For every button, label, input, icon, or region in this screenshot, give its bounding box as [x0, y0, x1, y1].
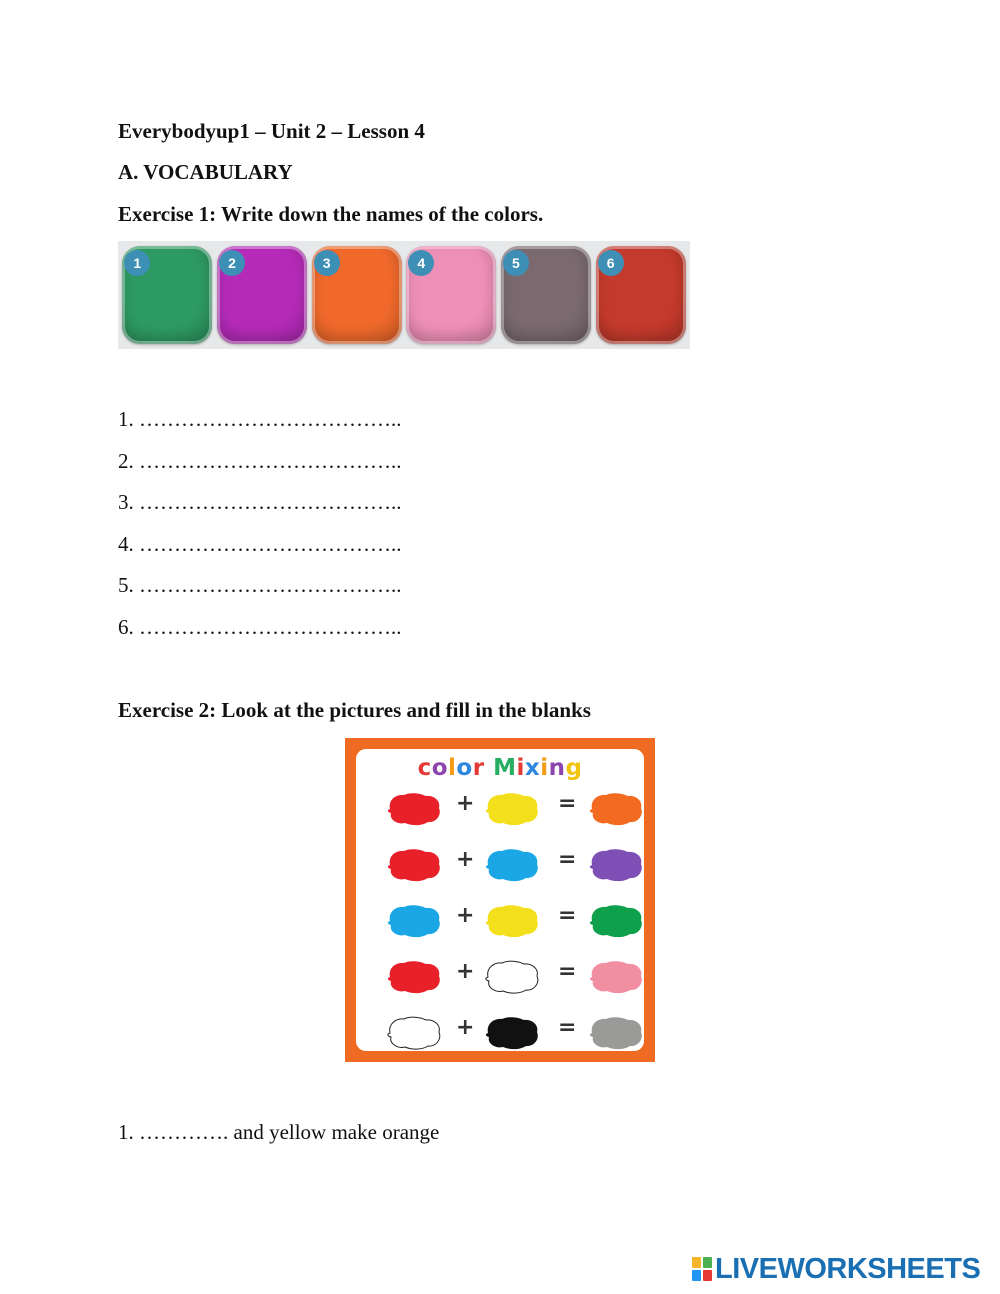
mixing-row-5: [374, 1011, 614, 1055]
title-letter: [485, 755, 494, 781]
swatch-number-badge: 6: [598, 250, 624, 276]
paint-blob-b: [482, 902, 542, 940]
swatch-number-badge: 3: [314, 250, 340, 276]
logo-blocks-icon: [692, 1257, 712, 1281]
liveworksheets-logo: [692, 1253, 980, 1285]
plus-sign: +: [456, 791, 475, 816]
answer-line-3[interactable]: 3. ………………………………..: [118, 490, 402, 514]
title-letter: g: [565, 755, 583, 781]
logo-block: [692, 1270, 701, 1281]
paint-blob-result: [586, 790, 646, 828]
paint-blob-result: [586, 1014, 646, 1052]
equals-sign: =: [558, 791, 577, 816]
equals-sign: =: [558, 847, 577, 872]
title-letter: i: [540, 755, 549, 781]
exercise2-answer-line-1[interactable]: 1. …………. and yellow make orange: [118, 1120, 440, 1144]
logo-block: [703, 1270, 712, 1281]
paint-swatch-3: [312, 246, 402, 344]
plus-sign: +: [456, 1015, 475, 1040]
title-letter: r: [472, 755, 485, 781]
swatch-number-badge: 4: [408, 250, 434, 276]
paint-blob-a: [384, 790, 444, 828]
paint-swatch-2: [217, 246, 307, 344]
paint-blob-result: [586, 958, 646, 996]
answer-line-1[interactable]: 1. ………………………………..: [118, 407, 402, 431]
exercise1-answer-lines: [118, 406, 402, 655]
swatch-number-badge: 1: [124, 250, 150, 276]
paint-blob-b: [482, 846, 542, 884]
swatch-number-badge: 5: [503, 250, 529, 276]
paint-swatch-6: [596, 246, 686, 344]
paint-blob-result: [586, 902, 646, 940]
plus-sign: +: [456, 903, 475, 928]
plus-sign: +: [456, 847, 475, 872]
mixing-row-4: [374, 955, 614, 999]
paint-blob-b: [482, 958, 542, 996]
equals-sign: =: [558, 903, 577, 928]
title-letter: M: [493, 755, 517, 781]
worksheet-title: Everybodyup1 – Unit 2 – Lesson 4: [118, 119, 425, 143]
equals-sign: =: [558, 1015, 577, 1040]
paint-blob-b: [482, 1014, 542, 1052]
logo-block: [703, 1257, 712, 1268]
exercise2-heading: Exercise 2: Look at the pictures and fill in the blanks: [118, 698, 591, 722]
paint-blob-a: [384, 902, 444, 940]
paint-blob-b: [482, 790, 542, 828]
paint-blob-a: [384, 1014, 444, 1052]
mixing-row-3: [374, 899, 614, 943]
paint-swatches-image: [118, 241, 690, 349]
section-heading: A. VOCABULARY: [118, 160, 293, 184]
title-letter: o: [456, 755, 473, 781]
mixing-row-2: [374, 843, 614, 887]
color-mixing-panel: [356, 749, 644, 1051]
title-letter: o: [431, 755, 449, 781]
paint-blob-result: [586, 846, 646, 884]
paint-swatch-1: [122, 246, 212, 344]
exercise1-heading: Exercise 1: Write down the names of the colors.: [118, 202, 544, 226]
mixing-row-1: [374, 787, 614, 831]
color-mixing-title: [356, 755, 644, 781]
title-letter: x: [524, 755, 541, 781]
paint-blob-a: [384, 958, 444, 996]
title-letter: n: [548, 755, 566, 781]
paint-swatch-4: [406, 246, 496, 344]
title-letter: c: [417, 755, 432, 781]
logo-text: LIVEWORKSHEETS: [715, 1252, 981, 1285]
swatch-number-badge: 2: [219, 250, 245, 276]
answer-line-2[interactable]: 2. ………………………………..: [118, 448, 402, 473]
color-mixing-image: [345, 738, 655, 1062]
answer-line-6[interactable]: 6. ………………………………..: [118, 614, 402, 639]
title-letter: i: [516, 755, 525, 781]
answer-line-4[interactable]: 4. ………………………………..: [118, 531, 402, 556]
title-letter: l: [448, 755, 457, 781]
answer-line-5[interactable]: 5. ………………………………..: [118, 573, 402, 597]
paint-swatch-5: [501, 246, 591, 344]
paint-blob-a: [384, 846, 444, 884]
plus-sign: +: [456, 959, 475, 984]
logo-block: [692, 1257, 701, 1268]
equals-sign: =: [558, 959, 577, 984]
